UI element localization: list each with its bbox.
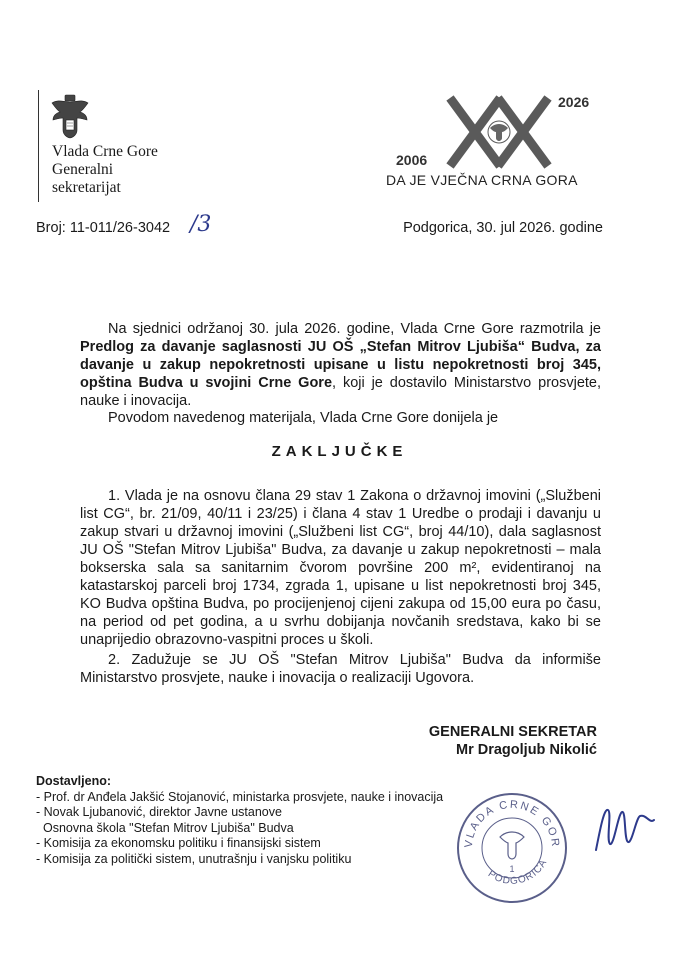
government-name [52,143,158,197]
stamp-number: 1 [509,864,515,874]
stamp-seal-icon [452,788,572,908]
decision-intro-text: Povodom navedenog materijala, Vlada Crne Gore donijela je [108,410,499,426]
conclusion-1-text: 1. Vlada je na osnovu člana 29 stav 1 Zakona o državnoj imovini („Službeni list CG“, br. 21/09, 40/11 i 23/25) i člana 4 stav 1 Uredbe o prodaji i davanju u zakup stvari u državnoj imovini („Službeni list CG“, broj 44/10), dala saglasnost JU OŠ "Stefan Mitrov Ljubiša" Budva, za davanje u zakup nepokretnosti – mala bokserska sala sa sanitarnim čvorom površine 200 m², evidentiranoj na katastarskoj parceli broj 1734, zgrada 1, upisane u list nepokretnosti broj 345, KO Budva opština Budva, po procijenjenoj cijeni zakupa od 15,00 eura po času, na period od pet godina, a u svrhu dobijanja novčanih sredstava, kako bi se unaprijedio obrazovno-vaspitni proces u školi. [80,488,601,648]
motto: DA JE VJEČNA CRNA GORA [386,172,578,188]
handwritten-suffix [190,212,222,240]
proposal-title: Predlog za davanje saglasnosti JU OŠ „Stefan Mitrov Ljubiša“ Budva, za davanje u zakup nepokretnosti upisane u listu nepokretnosti broj 345, opština Budva u svojini Crne Gore [80,339,601,391]
conclusions-heading: ZAKLJUČKE [271,443,408,460]
distribution-item: - Novak Ljubanović, direktor Javne ustanove [36,805,282,819]
document-number: Broj: 11-011/26-3042 [36,220,171,236]
distribution-item: Osnovna škola "Stefan Mitrov Ljubiša" Budva [43,820,294,835]
official-stamp [452,788,572,908]
decision-intro [80,409,601,427]
handwritten-signature-icon [590,800,660,860]
stamp-top-text: VLADA CRNE GOR [462,798,562,849]
conclusion-2-text: 2. Zadužuje se JU OŠ "Stefan Mitrov Ljubiša" Budva da informiše Ministarstvo prosvjete, nauke i inovacija o realizaciji Ugovora. [80,652,601,686]
intro-paragraph [80,320,601,410]
conclusion-1 [80,487,601,649]
header-divider [38,90,39,202]
handwritten-text: /3 [190,212,212,237]
gov-line-1: Vlada Crne Gore [52,143,158,160]
signature-block [429,723,597,759]
stamp-city-text: PODGORICA [485,857,550,888]
anniv-year-end: 2026 [558,94,590,110]
signature-title: GENERALNI SEKRETAR [428,724,597,740]
svg-text:PODGORICA [486,857,550,887]
gov-line-2: Generalni [52,161,114,178]
conclusion-2 [80,651,601,687]
signature-name: Mr Dragoljub Nikolić [456,742,597,758]
anniv-year-start: 2006 [396,152,428,168]
intro-text-1: Na sjednici održanoj 30. jula 2026. godine, Vlada Crne Gore razmotrila je [108,321,601,337]
intro-text-2: , koji je dostavilo Ministarstvo prosvjete, nauke i inovacija. [80,375,602,409]
coat-of-arms-icon [48,94,92,140]
distribution-item: - Komisija za ekonomsku politiku i finansijski sistem [36,836,321,850]
distribution-list [36,774,443,867]
place-date: Podgorica, 30. jul 2026. godine [403,220,603,236]
distribution-item: - Prof. dr Anđela Jakšić Stojanović, ministarka prosvjete, nauke i inovacija [36,789,444,804]
gov-line-3: sekretarijat [52,179,121,196]
distribution-item: - Komisija za politički sistem, unutrašnju i vanjsku politiku [36,851,352,866]
distribution-title: Dostavljeno: [36,774,112,788]
